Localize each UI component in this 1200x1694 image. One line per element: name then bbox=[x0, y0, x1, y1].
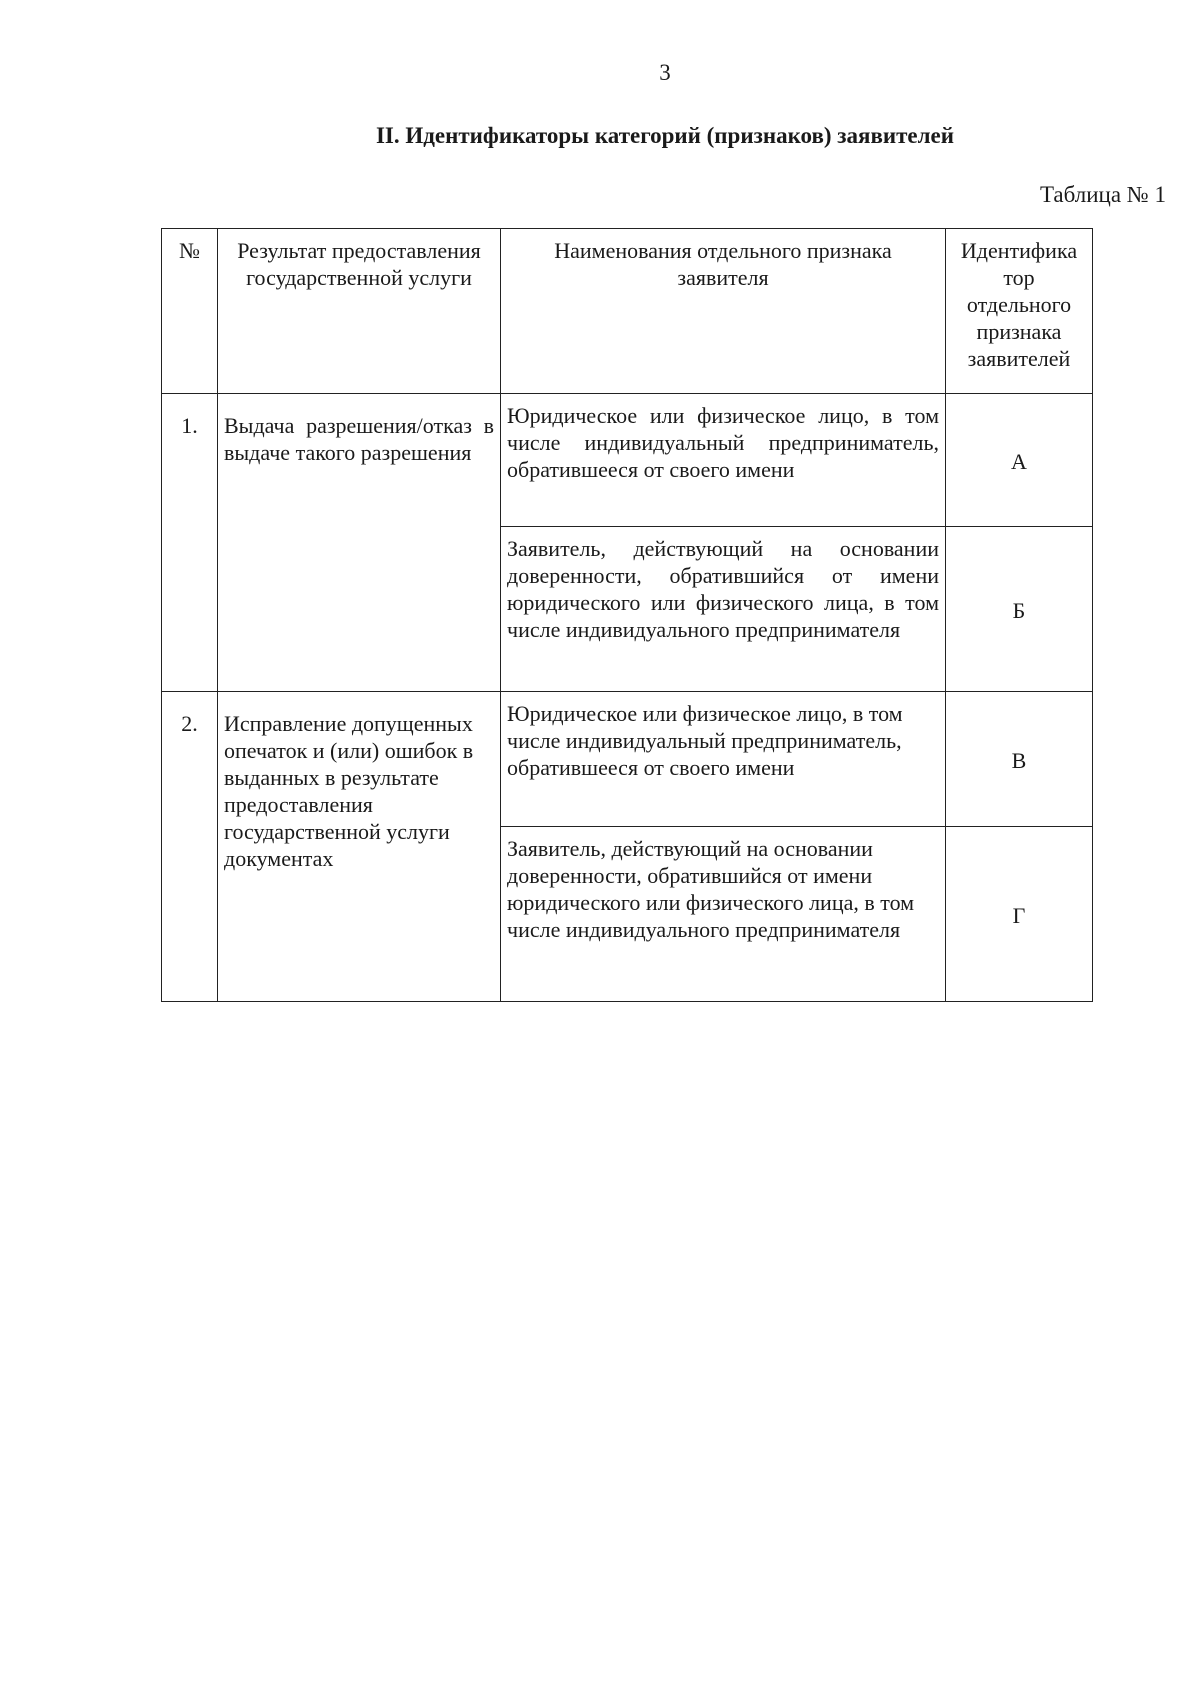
table-caption: Таблица № 1 bbox=[1039, 182, 1166, 207]
feature-identifier: В bbox=[946, 692, 1093, 827]
section-title: II. Идентификаторы категорий (признаков) заявителей bbox=[375, 123, 955, 148]
service-result: Исправление допущенных опечаток и (или) ошибок в выданных в результате предоставления государственной услуги документах bbox=[218, 692, 501, 1002]
feature-identifier: Г bbox=[946, 827, 1093, 1002]
row-number: 1. bbox=[162, 394, 218, 692]
header-identifier: Идентифика тор отдельного признака заявителей bbox=[946, 229, 1093, 394]
header-number: № bbox=[162, 229, 218, 394]
applicant-feature: Юридическое или физическое лицо, в том числе индивидуальный предприниматель, обратившееся от своего имени bbox=[501, 394, 946, 527]
applicant-categories-table bbox=[161, 228, 1093, 1002]
feature-identifier: А bbox=[946, 394, 1093, 527]
header-result: Результат предоставления государственной услуги bbox=[218, 229, 501, 394]
row-number: 2. bbox=[162, 692, 218, 1002]
table-row bbox=[162, 692, 1093, 827]
table-row bbox=[162, 394, 1093, 527]
applicant-feature: Заявитель, действующий на основании доверенности, обратившийся от имени юридического или физического лица, в том числе индивидуального предпринимателя bbox=[501, 527, 946, 692]
applicant-feature: Заявитель, действующий на основании доверенности, обратившийся от имени юридического или физического лица, в том числе индивидуального предпринимателя bbox=[501, 827, 946, 1002]
service-result: Выдача разрешения/отказ в выдаче такого разрешения bbox=[218, 394, 501, 692]
applicant-feature: Юридическое или физическое лицо, в том числе индивидуальный предприниматель, обратившееся от своего имени bbox=[501, 692, 946, 827]
page-number: 3 bbox=[659, 60, 671, 85]
table-header-row bbox=[162, 229, 1093, 394]
header-feature-name: Наименования отдельного признака заявителя bbox=[501, 229, 946, 394]
feature-identifier: Б bbox=[946, 527, 1093, 692]
